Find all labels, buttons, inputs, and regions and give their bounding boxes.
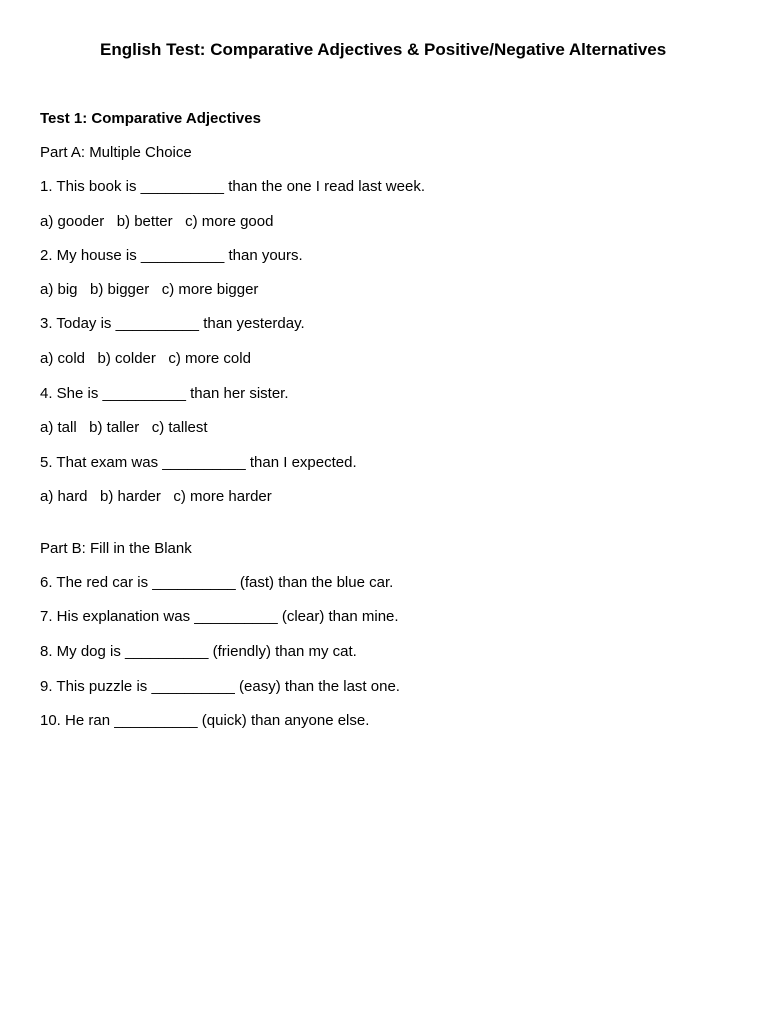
question-7-text: 7. His explanation was __________ (clear) than mine. <box>40 608 399 625</box>
question-3-options: a) cold b) colder c) more cold <box>40 350 251 367</box>
question-6-text: 6. The red car is __________ (fast) than the blue car. <box>40 574 394 591</box>
question-3-text: 3. Today is __________ than yesterday. <box>40 315 305 332</box>
question-10-text: 10. He ran __________ (quick) than anyone else. <box>40 712 370 729</box>
question-1-options: a) gooder b) better c) more good <box>40 213 274 230</box>
part-b-heading: Part B: Fill in the Blank <box>40 540 192 557</box>
question-5-options: a) hard b) harder c) more harder <box>40 488 272 505</box>
question-2-text: 2. My house is __________ than yours. <box>40 247 303 264</box>
question-9-text: 9. This puzzle is __________ (easy) than the last one. <box>40 678 400 695</box>
document-title: English Test: Comparative Adjectives & Positive/Negative Alternatives <box>100 40 667 59</box>
question-1-text: 1. This book is __________ than the one I read last week. <box>40 178 425 195</box>
question-8-text: 8. My dog is __________ (friendly) than my cat. <box>40 643 357 660</box>
question-5-text: 5. That exam was __________ than I expected. <box>40 454 357 471</box>
question-4-options: a) tall b) taller c) tallest <box>40 419 208 436</box>
question-4-text: 4. She is __________ than her sister. <box>40 385 289 402</box>
question-2-options: a) big b) bigger c) more bigger <box>40 281 259 298</box>
test1-heading: Test 1: Comparative Adjectives <box>40 110 261 127</box>
part-a-heading: Part A: Multiple Choice <box>40 144 192 161</box>
document-content <box>40 110 740 730</box>
